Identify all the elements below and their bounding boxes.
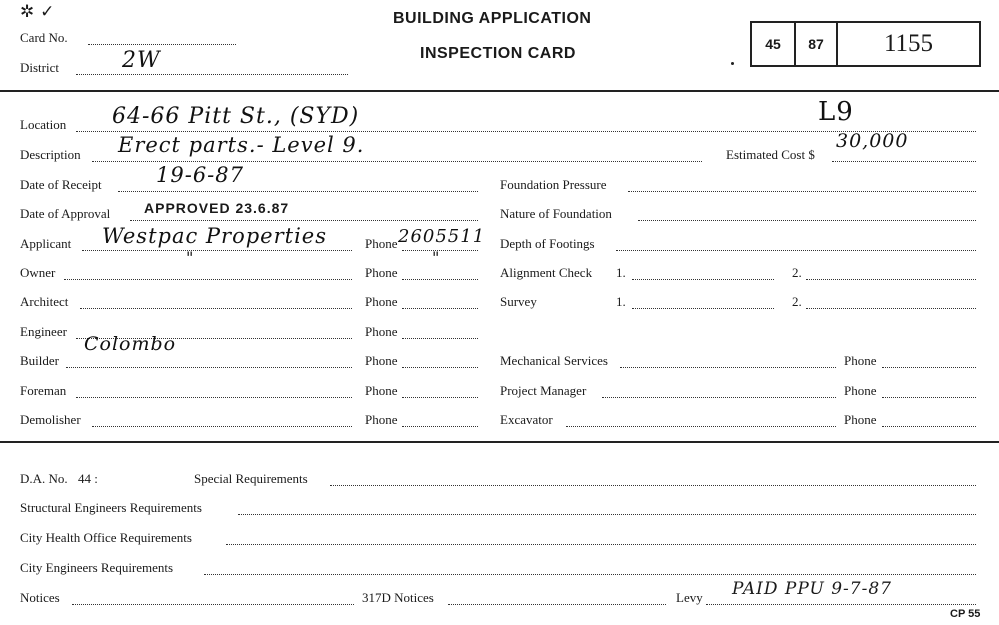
builder-value: Colombo (84, 333, 177, 355)
city-engineers-field[interactable] (204, 574, 976, 575)
applicant-field[interactable] (82, 250, 352, 251)
architect-label: Architect (20, 294, 69, 309)
owner-phone-ditto: " (432, 248, 441, 267)
foreman-field[interactable] (76, 397, 352, 398)
mechanical-services-field[interactable] (620, 367, 836, 368)
special-requirements-label: Special Requirements (194, 471, 308, 486)
project-manager-phone-field[interactable] (882, 397, 976, 398)
foundation-pressure-field[interactable] (628, 191, 976, 192)
demolisher-phone-label: Phone (365, 412, 398, 427)
applicant-value: Westpac Properties (102, 224, 327, 248)
survey-1-field[interactable] (632, 308, 774, 309)
location-ref-value: L9 (818, 97, 854, 127)
applicant-phone-value: 2605511 (398, 226, 486, 247)
survey-2-label: 2. (792, 294, 802, 309)
foreman-phone-field[interactable] (402, 397, 478, 398)
estimated-cost-value: 30,000 (836, 130, 909, 152)
location-label: Location (20, 117, 67, 132)
owner-ditto: " (186, 248, 195, 267)
estimated-cost-label: Estimated Cost $ (726, 147, 815, 162)
nature-of-foundation-label: Nature of Foundation (500, 206, 612, 221)
bullet-dot (731, 62, 734, 65)
applicant-phone-label: Phone (365, 236, 398, 251)
card-no-field[interactable] (88, 44, 236, 45)
reference-box-1: 45 (752, 23, 796, 65)
form-code: CP 55 (950, 608, 981, 620)
survey-2-field[interactable] (806, 308, 976, 309)
notices-field[interactable] (72, 604, 354, 605)
excavator-field[interactable] (566, 426, 836, 427)
description-field[interactable] (92, 161, 702, 162)
form-title-line2: INSPECTION CARD (420, 45, 576, 62)
architect-phone-label: Phone (365, 294, 398, 309)
foundation-pressure-label: Foundation Pressure (500, 177, 607, 192)
alignment-check-2-label: 2. (792, 265, 802, 280)
reference-box-2: 87 (796, 23, 838, 65)
special-requirements-field[interactable] (330, 485, 976, 486)
architect-phone-field[interactable] (402, 308, 478, 309)
district-value: 2W (122, 48, 161, 73)
levy-label: Levy (676, 590, 703, 605)
owner-phone-field[interactable] (402, 279, 478, 280)
foreman-phone-label: Phone (365, 383, 398, 398)
da-no-label: D.A. No. (20, 471, 68, 486)
alignment-check-2-field[interactable] (806, 279, 976, 280)
mechanical-services-label: Mechanical Services (500, 353, 608, 368)
city-health-label: City Health Office Requirements (20, 530, 192, 545)
builder-field[interactable] (66, 367, 352, 368)
demolisher-field[interactable] (92, 426, 352, 427)
architect-field[interactable] (80, 308, 352, 309)
top-divider (0, 90, 999, 92)
owner-field[interactable] (64, 279, 352, 280)
description-label: Description (20, 147, 81, 162)
middle-divider (0, 441, 999, 443)
project-manager-label: Project Manager (500, 383, 587, 398)
excavator-phone-label: Phone (844, 412, 877, 427)
engineer-phone-field[interactable] (402, 338, 478, 339)
depth-of-footings-label: Depth of Footings (500, 236, 595, 251)
levy-value: PAID PPU 9-7-87 (732, 579, 892, 599)
levy-field[interactable] (706, 604, 976, 605)
owner-phone-label: Phone (365, 265, 398, 280)
foreman-label: Foreman (20, 383, 67, 398)
nature-of-foundation-field[interactable] (638, 220, 976, 221)
alignment-check-label: Alignment Check (500, 265, 593, 280)
date-of-approval-field[interactable] (130, 220, 478, 221)
reference-box-3: 1155 (883, 30, 934, 57)
mechanical-services-phone-field[interactable] (882, 367, 976, 368)
engineer-label: Engineer (20, 324, 67, 339)
notices-317d-label: 317D Notices (362, 590, 434, 605)
structural-engineers-label: Structural Engineers Requirements (20, 500, 202, 515)
date-of-receipt-value: 19-6-87 (156, 163, 244, 187)
notices-317d-field[interactable] (448, 604, 666, 605)
builder-label: Builder (20, 353, 59, 368)
depth-of-footings-field[interactable] (616, 250, 976, 251)
district-label: District (20, 60, 59, 75)
header-marks: ✲ ✓ (20, 2, 55, 22)
location-value: 64-66 Pitt St., (SYD) (112, 104, 360, 129)
city-engineers-label: City Engineers Requirements (20, 560, 174, 575)
builder-phone-field[interactable] (402, 367, 478, 368)
estimated-cost-field[interactable] (832, 161, 976, 162)
owner-label: Owner (20, 265, 56, 280)
description-value: Erect parts.- Level 9. (118, 133, 365, 157)
approval-stamp: APPROVED 23.6.87 (144, 200, 290, 216)
builder-phone-label: Phone (365, 353, 398, 368)
alignment-check-1-field[interactable] (632, 279, 774, 280)
da-no-value: 44 : (78, 471, 98, 486)
reference-number-boxes (750, 21, 981, 67)
engineer-phone-label: Phone (365, 324, 398, 339)
mechanical-services-phone-label: Phone (844, 353, 877, 368)
date-of-approval-label: Date of Approval (20, 206, 111, 221)
project-manager-field[interactable] (602, 397, 836, 398)
form-title-line1: BUILDING APPLICATION (393, 10, 592, 27)
demolisher-phone-field[interactable] (402, 426, 478, 427)
survey-label: Survey (500, 294, 537, 309)
card-no-label: Card No. (20, 30, 68, 45)
excavator-phone-field[interactable] (882, 426, 976, 427)
applicant-label: Applicant (20, 236, 72, 251)
survey-1-label: 1. (616, 294, 626, 309)
excavator-label: Excavator (500, 412, 553, 427)
notices-label: Notices (20, 590, 60, 605)
district-field[interactable] (76, 74, 348, 75)
demolisher-label: Demolisher (20, 412, 81, 427)
city-health-field[interactable] (226, 544, 976, 545)
date-of-receipt-field[interactable] (118, 191, 478, 192)
date-of-receipt-label: Date of Receipt (20, 177, 102, 192)
project-manager-phone-label: Phone (844, 383, 877, 398)
structural-engineers-field[interactable] (238, 514, 976, 515)
alignment-check-1-label: 1. (616, 265, 626, 280)
